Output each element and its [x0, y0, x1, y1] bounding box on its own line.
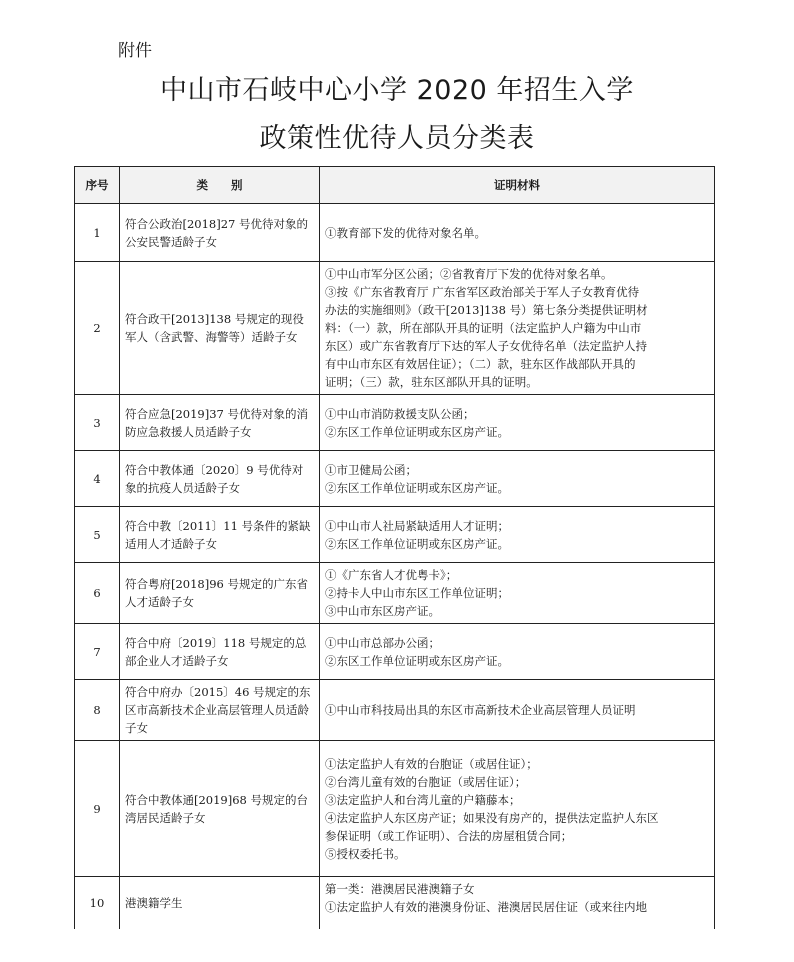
material-line: 第一类：港澳居民港澳籍子女 — [325, 882, 475, 896]
material-line: ③中山市东区房产证。 — [325, 604, 440, 618]
document-title-line1: 中山市石岐中心小学 2020 年招生入学 — [160, 75, 634, 106]
row-category: 符合中府办〔2015〕46 号规定的东区市高新技术企业高层管理人员适龄子女 — [120, 680, 320, 741]
row-index: 9 — [75, 741, 120, 877]
material-line: 有中山市东区有效居住证）；（二）款，驻东区作战部队开具的 — [325, 357, 636, 371]
row-materials — [320, 877, 715, 929]
header-materials: 证明材料 — [320, 167, 715, 204]
material-line: ①教育部下发的优待对象名单。 — [325, 225, 486, 240]
table-row — [75, 204, 715, 262]
row-index: 5 — [75, 507, 120, 563]
row-materials — [320, 262, 715, 395]
row-index: 8 — [75, 680, 120, 741]
row-index: 3 — [75, 395, 120, 451]
table-row — [75, 741, 715, 877]
material-line: ①中山市人社局紧缺适用人才证明； — [325, 518, 509, 533]
row-index: 4 — [75, 451, 120, 507]
material-line: ⑤授权委托书。 — [325, 846, 406, 861]
row-category: 符合粤府[2018]96 号规定的广东省人才适龄子女 — [120, 563, 320, 624]
attachment-label: 附件 — [118, 41, 152, 61]
material-line: 东区）或广东省教育厅下达的军人子女优待名单（法定监护人持 — [325, 339, 647, 353]
table-header-row — [75, 167, 715, 204]
table-row — [75, 680, 715, 741]
material-line: ①中山市科技局出具的东区市高新技术企业高层管理人员证明 — [325, 703, 636, 717]
material-line: ②东区工作单位证明或东区房产证。 — [325, 536, 509, 551]
table-row — [75, 395, 715, 451]
material-line: ②台湾儿童有效的台胞证（或居住证）； — [325, 774, 527, 789]
material-line: ③法定监护人和台湾儿童的户籍藤本； — [325, 792, 521, 807]
policy-table — [74, 166, 715, 929]
row-category: 港澳籍学生 — [120, 877, 320, 929]
row-category: 符合政干[2013]138 号规定的现役军人（含武警、海警等）适龄子女 — [120, 262, 320, 395]
material-line: ②持卡人中山市东区工作单位证明； — [325, 586, 509, 600]
row-materials — [320, 680, 715, 741]
table-row — [75, 624, 715, 680]
row-category: 符合中府〔2019〕118 号规定的总部企业人才适龄子女 — [120, 624, 320, 680]
row-index: 6 — [75, 563, 120, 624]
table-row — [75, 507, 715, 563]
material-line: ①市卫健局公函； — [325, 462, 417, 477]
material-line: ①中山市总部办公函； — [325, 635, 440, 650]
row-materials — [320, 741, 715, 877]
material-line: ③按《广东省教育厅 广东省军区政治部关于军人子女教育优待 — [325, 285, 640, 299]
material-line: ②东区工作单位证明或东区房产证。 — [325, 480, 509, 495]
row-category: 符合公政治[2018]27 号优待对象的公安民警适龄子女 — [120, 204, 320, 262]
row-index: 1 — [75, 204, 120, 262]
material-line: 参保证明（或工作证明）、合法的房屋租赁合同； — [325, 828, 573, 843]
row-index: 10 — [75, 877, 120, 929]
row-category: 符合中教〔2011〕11 号条件的紧缺适用人才适龄子女 — [120, 507, 320, 563]
row-index: 2 — [75, 262, 120, 395]
table-row — [75, 451, 715, 507]
row-category: 符合应急[2019]37 号优待对象的消防应急救援人员适龄子女 — [120, 395, 320, 451]
row-index: 7 — [75, 624, 120, 680]
material-line: ④法定监护人东区房产证；如果没有房产的，提供法定监护人东区 — [325, 810, 659, 825]
table-body — [75, 204, 715, 929]
material-line: 料：（一）款，所在部队开具的证明（法定监护人户籍为中山市 — [325, 321, 642, 335]
material-line: ①法定监护人有效的台胞证（或居住证）； — [325, 756, 538, 771]
material-line: ②东区工作单位证明或东区房产证。 — [325, 653, 509, 668]
table-row — [75, 563, 715, 624]
material-line: 办法的实施细则》（政干[2013]138 号）第七条分类提供证明材 — [325, 303, 648, 317]
header-category: 类 别 — [120, 167, 320, 204]
material-line: 证明；（三）款，驻东区部队开具的证明。 — [325, 375, 538, 389]
material-line: ①法定监护人有效的港澳身份证、港澳居民居住证（或来往内地 — [325, 900, 647, 914]
row-materials — [320, 624, 715, 680]
row-materials — [320, 507, 715, 563]
material-line: ①中山市消防救援支队公函； — [325, 406, 475, 421]
row-materials — [320, 451, 715, 507]
table-row — [75, 262, 715, 395]
header-index: 序号 — [75, 167, 120, 204]
row-category: 符合中教体通[2019]68 号规定的台湾居民适龄子女 — [120, 741, 320, 877]
material-line: ①中山市军分区公函；②省教育厅下发的优待对象名单。 — [325, 267, 613, 281]
row-materials — [320, 204, 715, 262]
row-materials — [320, 563, 715, 624]
material-line: ①《广东省人才优粤卡》； — [325, 568, 458, 582]
material-line: ②东区工作单位证明或东区房产证。 — [325, 424, 509, 439]
row-materials — [320, 395, 715, 451]
row-category: 符合中教体通〔2020〕9 号优待对象的抗疫人员适龄子女 — [120, 451, 320, 507]
table-row — [75, 877, 715, 929]
document-title-line2: 政策性优待人员分类表 — [259, 123, 535, 154]
